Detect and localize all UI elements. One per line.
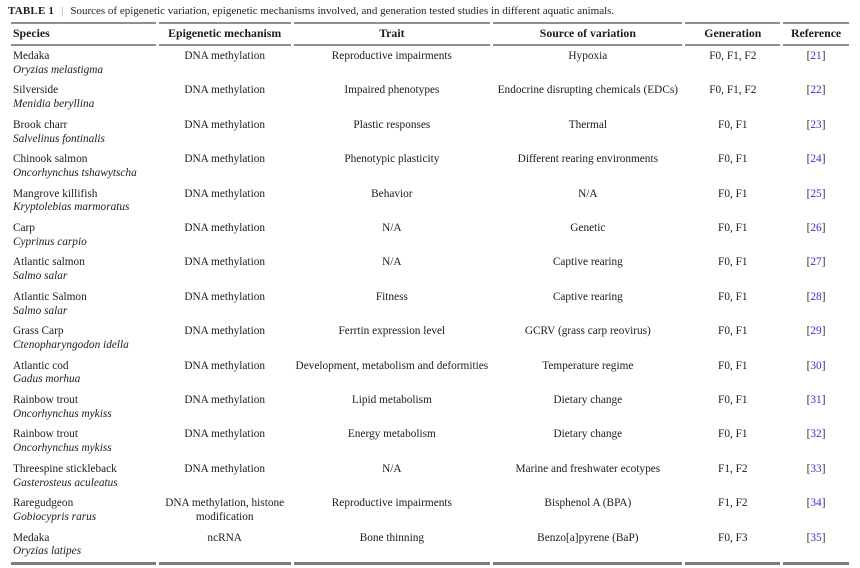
species-common-name: Mangrove killifish — [13, 187, 98, 200]
reference-link[interactable]: 33 — [810, 462, 822, 475]
species-latin-name: Oryzias latipes — [13, 545, 82, 558]
table-row — [11, 528, 849, 565]
species-latin-name: Oncorhynchus mykiss — [13, 442, 112, 455]
cell-trait: Bone thinning — [294, 528, 491, 565]
species-common-name: Rainbow trout — [13, 394, 78, 407]
reference-bracket-open: [ — [806, 428, 811, 441]
cell-trait: Behavior — [371, 187, 413, 200]
cell-generation: F0, F1, F2 — [709, 50, 757, 62]
reference-link[interactable]: 26 — [810, 222, 822, 235]
reference-link[interactable]: 28 — [810, 290, 822, 303]
cell-source: Bisphenol A (BPA) — [544, 497, 632, 510]
cell-species — [11, 46, 156, 80]
reference-bracket-open: [ — [806, 84, 811, 97]
cell-species — [11, 149, 156, 183]
cell-source: Dietary change — [553, 428, 623, 441]
reference-link[interactable]: 21 — [810, 50, 822, 62]
reference-bracket-close: ] — [821, 256, 826, 269]
table-row — [11, 424, 849, 458]
cell-generation: F0, F1 — [718, 256, 748, 269]
species-latin-name: Menidia beryllina — [13, 98, 95, 111]
cell-mechanism: DNA methylation — [184, 256, 265, 269]
table-row — [11, 459, 849, 493]
cell-species — [11, 528, 156, 565]
species-latin-name: Ctenopharyngodon idella — [13, 338, 129, 351]
cell-trait: N/A — [382, 222, 402, 235]
table-row — [11, 115, 849, 149]
reference-link[interactable]: 27 — [810, 256, 822, 269]
cell-generation: F0, F1, F2 — [709, 84, 757, 97]
reference-bracket-close: ] — [821, 50, 826, 62]
table-caption — [8, 5, 852, 18]
table-row — [11, 493, 849, 527]
table-header — [11, 22, 849, 46]
cell-reference — [783, 287, 849, 321]
cell-generation: F0, F1 — [718, 187, 748, 200]
cell-reference — [783, 80, 849, 114]
species-common-name: Atlantic Salmon — [13, 290, 87, 303]
reference-bracket-open: [ — [806, 222, 811, 235]
species-common-name: Atlantic cod — [13, 359, 69, 372]
reference-bracket-open: [ — [806, 118, 811, 131]
reference-bracket-open: [ — [806, 290, 811, 303]
cell-trait: Fitness — [375, 290, 408, 303]
reference-link[interactable]: 30 — [810, 359, 822, 372]
species-latin-name: Cyprinus carpio — [13, 235, 87, 248]
cell-reference — [783, 115, 849, 149]
reference-bracket-close: ] — [821, 531, 826, 544]
species-latin-name: Salmo salar — [13, 270, 68, 283]
cell-species — [11, 459, 156, 493]
reference-link[interactable]: 25 — [810, 187, 822, 200]
species-latin-name: Oncorhynchus tshawytscha — [13, 166, 137, 179]
cell-generation: F0, F1 — [718, 325, 748, 338]
cell-trait: Reproductive impairments — [331, 50, 452, 62]
cell-generation: F0, F1 — [718, 394, 748, 407]
cell-trait: Development, metabolism and deformities — [295, 359, 489, 372]
table-row — [11, 252, 849, 286]
cell-reference — [783, 184, 849, 218]
reference-link[interactable]: 35 — [810, 531, 822, 544]
reference-bracket-close: ] — [821, 84, 826, 97]
cell-reference — [783, 356, 849, 390]
cell-mechanism: DNA methylation — [184, 359, 265, 372]
species-common-name: Threespine stickleback — [13, 462, 117, 475]
cell-species — [11, 321, 156, 355]
cell-generation: F0, F1 — [718, 290, 748, 303]
column-header-species: Species — [11, 22, 156, 46]
reference-bracket-open: [ — [806, 256, 811, 269]
cell-mechanism: DNA methylation — [184, 50, 265, 62]
reference-link[interactable]: 32 — [810, 428, 822, 441]
table-row — [11, 184, 849, 218]
reference-bracket-open: [ — [806, 359, 811, 372]
species-common-name: Grass Carp — [13, 325, 64, 338]
species-latin-name: Oryzias melastigma — [13, 63, 104, 76]
cell-mechanism: DNA methylation — [184, 222, 265, 235]
cell-source: Temperature regime — [542, 359, 634, 372]
cell-reference — [783, 218, 849, 252]
cell-source: Different rearing environments — [517, 153, 658, 166]
cell-trait: Ferrtin expression level — [338, 325, 446, 338]
cell-species — [11, 493, 156, 527]
cell-trait: Plastic responses — [353, 118, 431, 131]
species-common-name: Brook charr — [13, 118, 68, 131]
table-row — [11, 356, 849, 390]
reference-bracket-close: ] — [821, 428, 826, 441]
cell-mechanism: ncRNA — [159, 528, 291, 565]
reference-link[interactable]: 34 — [810, 497, 822, 510]
reference-bracket-close: ] — [821, 153, 826, 166]
column-header-mechanism: Epigenetic mechanism — [159, 22, 291, 46]
reference-bracket-close: ] — [821, 359, 826, 372]
table-label: TABLE 1 — [8, 5, 55, 17]
cell-reference — [783, 528, 849, 565]
cell-species — [11, 115, 156, 149]
reference-bracket-close: ] — [821, 394, 826, 407]
reference-bracket-close: ] — [821, 118, 826, 131]
caption-text: Sources of epigenetic variation, epigenetic mechanisms involved, and generation tested studies in different aquatic animals. — [70, 5, 615, 17]
cell-reference — [783, 149, 849, 183]
reference-link[interactable]: 29 — [810, 325, 822, 338]
cell-species — [11, 218, 156, 252]
species-common-name: Silverside — [13, 84, 59, 97]
species-latin-name: Gadus morhua — [13, 373, 81, 386]
species-common-name: Raregudgeon — [13, 497, 74, 510]
species-common-name: Chinook salmon — [13, 153, 88, 166]
reference-bracket-close: ] — [821, 497, 826, 510]
reference-bracket-open: [ — [806, 50, 811, 62]
species-latin-name: Kryptolebias marmoratus — [13, 201, 130, 214]
cell-generation: F0, F1 — [718, 153, 748, 166]
reference-link[interactable]: 24 — [810, 153, 822, 166]
species-common-name: Rainbow trout — [13, 428, 78, 441]
cell-source: Hypoxia — [568, 50, 608, 62]
table-row — [11, 80, 849, 114]
species-latin-name: Salvelinus fontinalis — [13, 132, 105, 145]
cell-trait: Lipid metabolism — [351, 394, 432, 407]
reference-bracket-open: [ — [806, 325, 811, 338]
table-row — [11, 287, 849, 321]
reference-bracket-close: ] — [821, 290, 826, 303]
species-latin-name: Gobiocypris rarus — [13, 510, 97, 523]
table-row — [11, 390, 849, 424]
cell-generation: F0, F1 — [718, 222, 748, 235]
cell-species — [11, 184, 156, 218]
cell-source: Dietary change — [553, 394, 623, 407]
cell-mechanism: DNA methylation — [184, 84, 265, 97]
reference-bracket-open: [ — [806, 531, 811, 544]
cell-reference — [783, 252, 849, 286]
cell-trait: N/A — [382, 462, 402, 475]
reference-bracket-open: [ — [806, 394, 811, 407]
cell-species — [11, 287, 156, 321]
cell-generation: F0, F3 — [685, 528, 780, 565]
reference-link[interactable]: 22 — [810, 84, 822, 97]
reference-bracket-close: ] — [821, 222, 826, 235]
data-table — [8, 22, 852, 565]
cell-source: Captive rearing — [552, 290, 623, 303]
reference-bracket-open: [ — [806, 462, 811, 475]
cell-mechanism: DNA methylation — [184, 428, 265, 441]
reference-bracket-close: ] — [821, 187, 826, 200]
cell-reference — [783, 390, 849, 424]
cell-species — [11, 80, 156, 114]
species-common-name: Medaka — [13, 50, 50, 62]
cell-trait: Phenotypic plasticity — [344, 153, 440, 166]
caption-separator: | — [61, 5, 64, 17]
table-row — [11, 321, 849, 355]
cell-species — [11, 356, 156, 390]
cell-mechanism: DNA methylation — [184, 394, 265, 407]
cell-mechanism: DNA methylation — [184, 187, 265, 200]
species-latin-name: Gasterosteus aculeatus — [13, 476, 118, 489]
cell-reference — [783, 459, 849, 493]
cell-species — [11, 424, 156, 458]
cell-reference — [783, 493, 849, 527]
cell-source: GCRV (grass carp reovirus) — [524, 325, 651, 338]
cell-reference — [783, 46, 849, 80]
cell-source: Endocrine disrupting chemicals (EDCs) — [497, 84, 679, 97]
cell-source: Thermal — [568, 118, 607, 131]
species-latin-name: Oncorhynchus mykiss — [13, 407, 112, 420]
cell-reference — [783, 321, 849, 355]
reference-bracket-open: [ — [806, 187, 811, 200]
cell-mechanism: DNA methylation — [184, 153, 265, 166]
cell-mechanism: DNA methylation, histone modification — [165, 497, 285, 523]
cell-generation: F0, F1 — [718, 428, 748, 441]
reference-bracket-open: [ — [806, 497, 811, 510]
cell-generation: F0, F1 — [718, 118, 748, 131]
species-common-name: Atlantic salmon — [13, 256, 85, 269]
cell-mechanism: DNA methylation — [184, 290, 265, 303]
reference-bracket-close: ] — [821, 325, 826, 338]
species-latin-name: Salmo salar — [13, 304, 68, 317]
table-row — [11, 46, 849, 80]
species-common-name: Medaka — [13, 531, 50, 544]
cell-mechanism: DNA methylation — [184, 462, 265, 475]
column-header-trait: Trait — [294, 22, 491, 46]
header-row — [11, 22, 849, 46]
cell-mechanism: DNA methylation — [184, 325, 265, 338]
cell-mechanism: DNA methylation — [184, 118, 265, 131]
reference-link[interactable]: 31 — [810, 394, 822, 407]
cell-generation: F1, F2 — [718, 497, 748, 510]
cell-species — [11, 390, 156, 424]
cell-trait: N/A — [382, 256, 402, 269]
table-body — [11, 46, 849, 565]
cell-trait: Reproductive impairments — [331, 497, 452, 510]
column-header-reference: Reference — [783, 22, 849, 46]
species-common-name: Carp — [13, 222, 35, 235]
cell-source: Benzo[a]pyrene (BaP) — [493, 528, 682, 565]
reference-bracket-open: [ — [806, 153, 811, 166]
reference-link[interactable]: 23 — [810, 118, 822, 131]
cell-source: Genetic — [570, 222, 606, 235]
reference-bracket-close: ] — [821, 462, 826, 475]
table-row — [11, 218, 849, 252]
column-header-source: Source of variation — [493, 22, 682, 46]
cell-trait: Impaired phenotypes — [344, 84, 440, 97]
cell-source: Captive rearing — [552, 256, 623, 269]
cell-reference — [783, 424, 849, 458]
cell-species — [11, 252, 156, 286]
table-row — [11, 149, 849, 183]
cell-source: Marine and freshwater ecotypes — [515, 462, 661, 475]
cell-generation: F0, F1 — [718, 359, 748, 372]
column-header-generation: Generation — [685, 22, 780, 46]
cell-source: N/A — [578, 187, 598, 200]
cell-generation: F1, F2 — [718, 462, 748, 475]
cell-trait: Energy metabolism — [347, 428, 436, 441]
